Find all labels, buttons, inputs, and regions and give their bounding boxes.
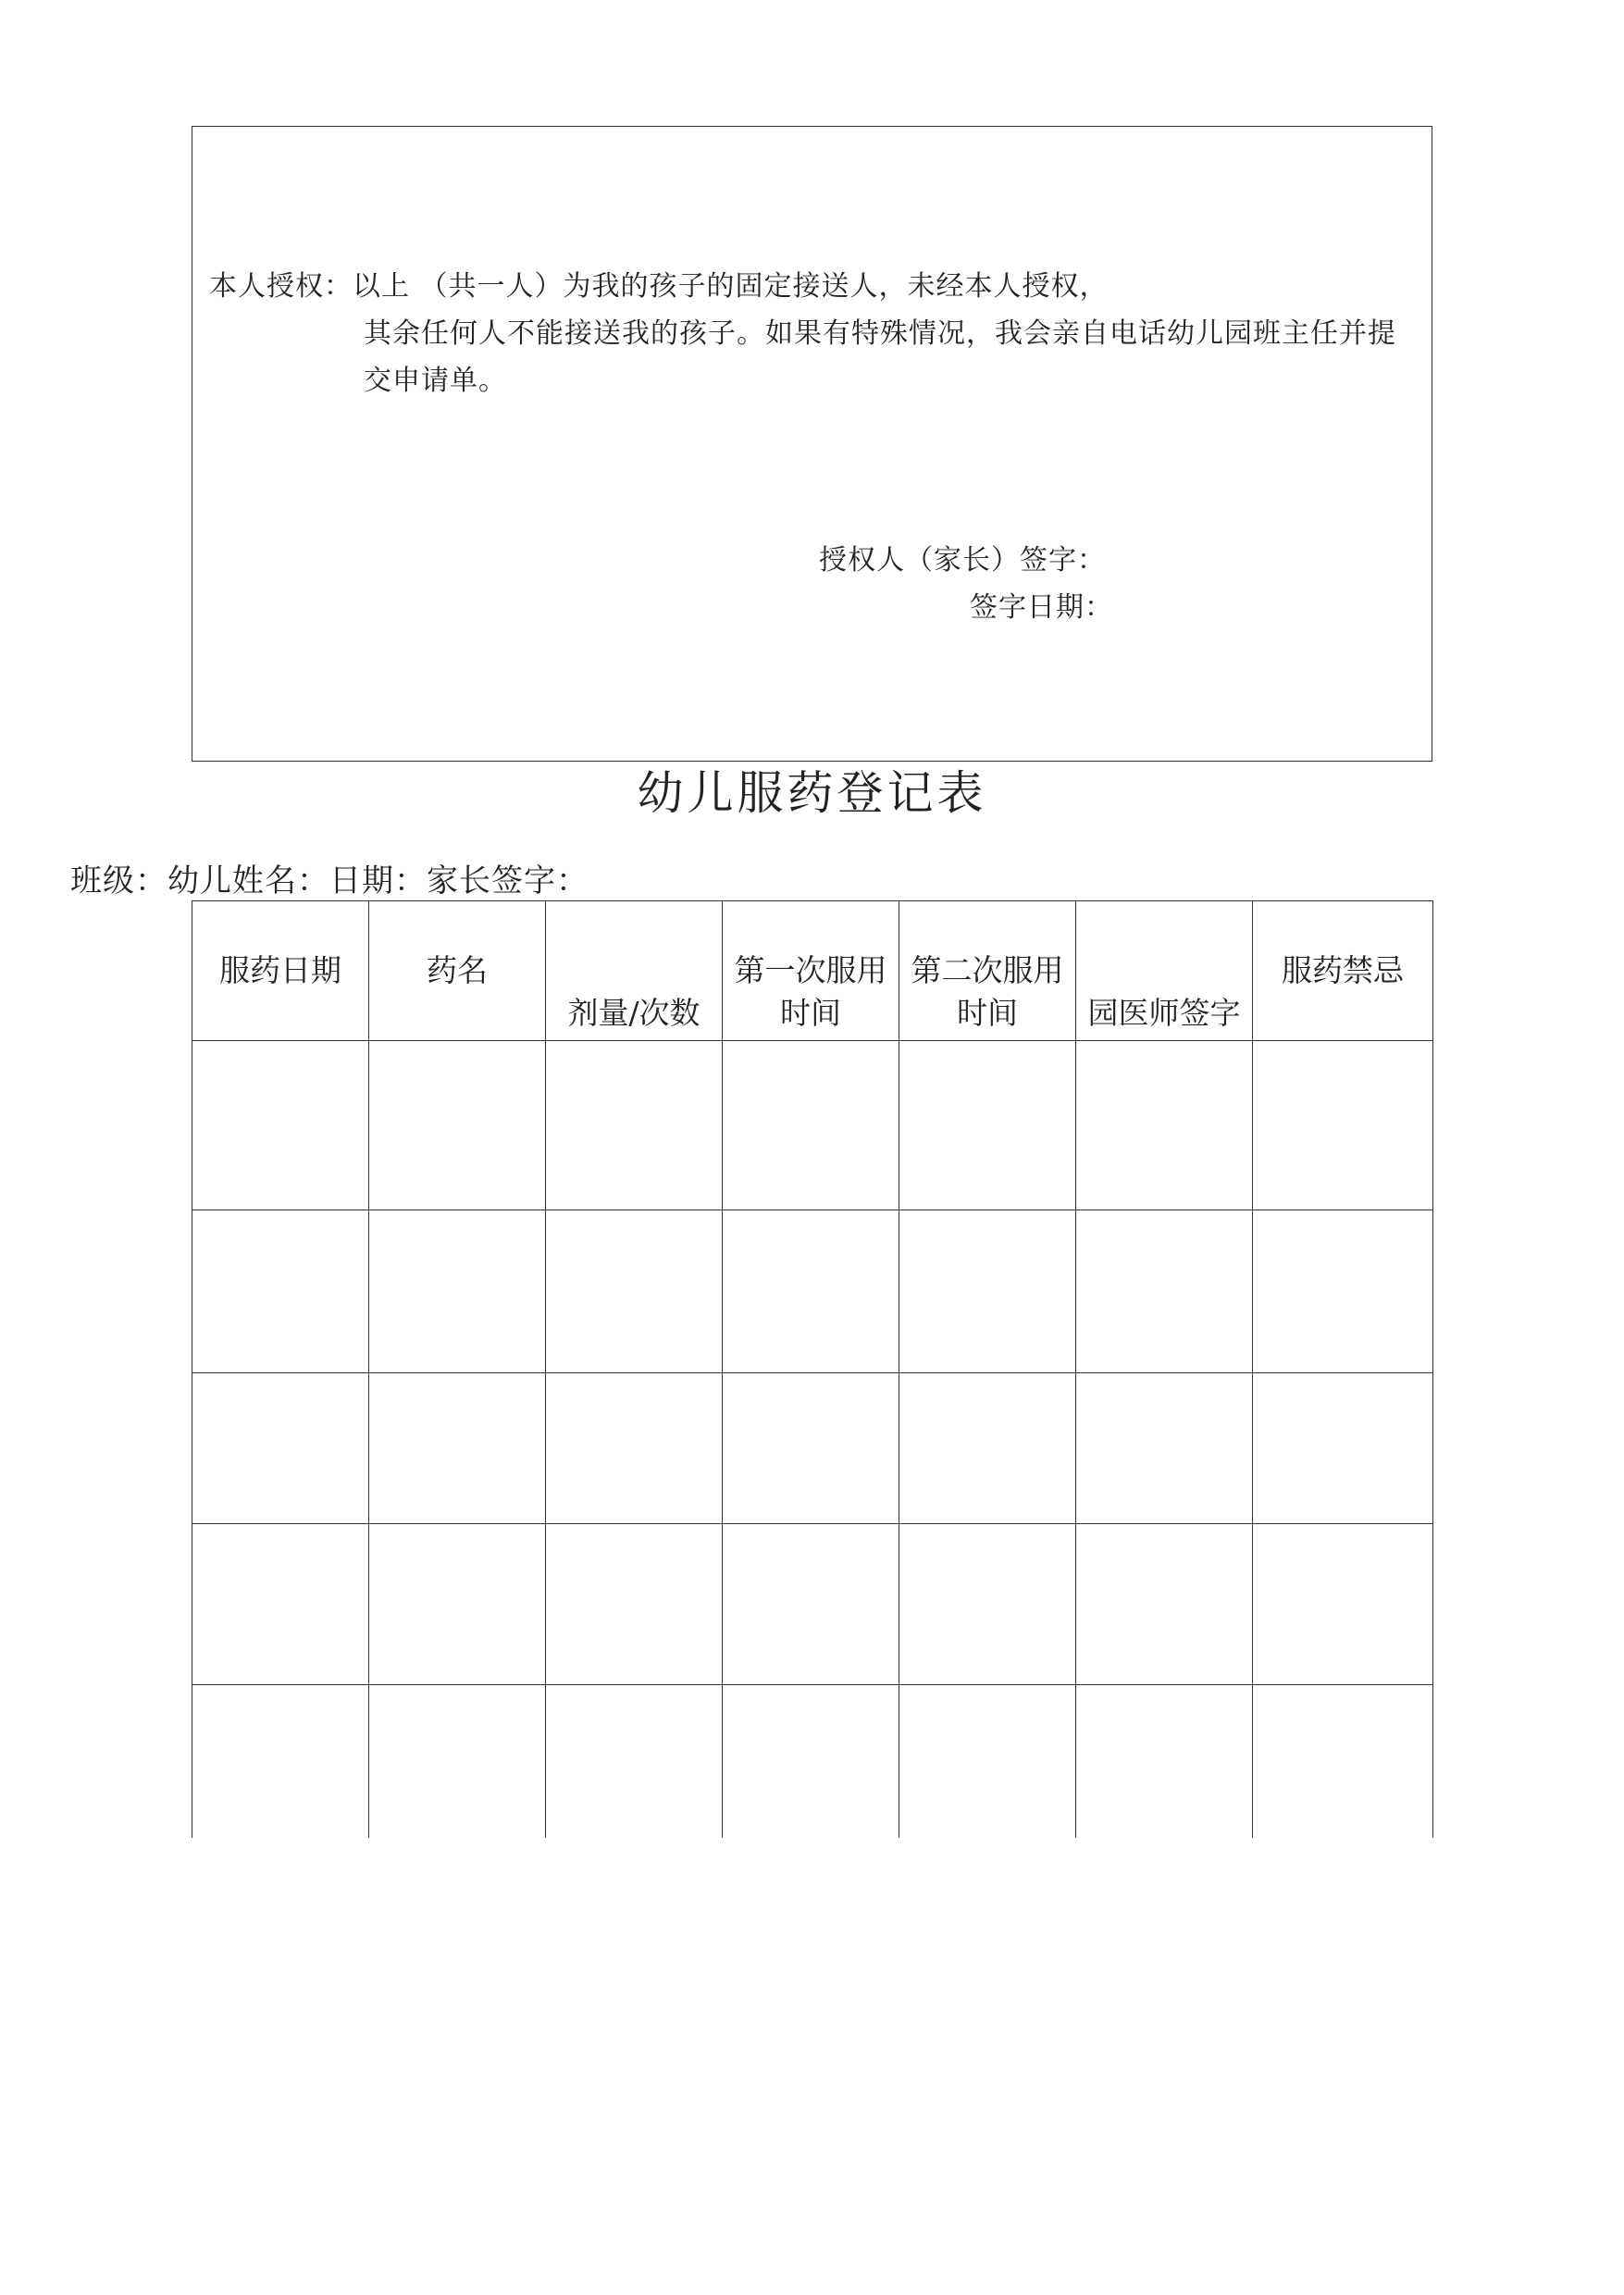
table-cell[interactable] [546,1041,723,1210]
table-row [192,1685,1433,1838]
table-cell[interactable] [192,1041,369,1210]
table-row [192,1041,1433,1210]
table-row [192,1210,1433,1373]
table-cell[interactable] [1076,1373,1253,1524]
table-cell[interactable] [1076,1041,1253,1210]
table-cell[interactable] [1253,1685,1433,1838]
table-cell[interactable] [369,1524,546,1685]
table-cell[interactable] [899,1685,1076,1838]
table-cell[interactable] [369,1210,546,1373]
table-cell[interactable] [899,1524,1076,1685]
table-cell[interactable] [723,1524,899,1685]
table-cell[interactable] [899,1373,1076,1524]
table-cell[interactable] [1076,1524,1253,1685]
header-dosage: 剂量/次数 [546,901,723,1041]
table-cell[interactable] [1076,1685,1253,1838]
table-cell[interactable] [546,1685,723,1838]
table-cell[interactable] [192,1685,369,1838]
table-cell[interactable] [1076,1210,1253,1373]
sign-date-label: 签字日期： [970,591,1113,624]
signer-label: 授权人（家长）签字： [819,544,1106,577]
table-cell[interactable] [1253,1524,1433,1685]
table-header-row [192,901,1433,1041]
table-cell[interactable] [369,1041,546,1210]
header-taboo: 服药禁忌 [1253,901,1433,1041]
table-cell[interactable] [192,1210,369,1373]
header-medicine-name: 药名 [369,901,546,1041]
table-cell[interactable] [546,1210,723,1373]
medication-table [192,900,1433,1838]
table-cell[interactable] [1253,1041,1433,1210]
table-cell[interactable] [723,1685,899,1838]
table-cell[interactable] [546,1524,723,1685]
table-cell[interactable] [1253,1210,1433,1373]
table-cell[interactable] [723,1373,899,1524]
table-cell[interactable] [723,1041,899,1210]
table-cell[interactable] [369,1685,546,1838]
authorization-line-2: 其余任何人不能接送我的孩子。如果有特殊情况，我会亲自电话幼儿园班主任并提 [364,317,1396,350]
table-cell[interactable] [192,1373,369,1524]
form-info-line: 班级：幼儿姓名：日期：家长签字： [70,862,589,899]
table-cell[interactable] [192,1524,369,1685]
table-cell[interactable] [546,1373,723,1524]
header-date: 服药日期 [192,901,369,1041]
authorization-box [192,126,1432,762]
header-second-dose-time: 第二次服用 时间 [899,901,1076,1041]
table-cell[interactable] [369,1373,546,1524]
table-cell[interactable] [899,1041,1076,1210]
table-cell[interactable] [899,1210,1076,1373]
table-row [192,1373,1433,1524]
form-title: 幼儿服药登记表 [637,766,987,820]
authorization-line-1: 本人授权：以上 （共一人）为我的孩子的固定接送人，未经本人授权， [209,270,1109,303]
header-first-dose-time: 第一次服用 时间 [723,901,899,1041]
header-doctor-signature: 园医师签字 [1076,901,1253,1041]
table-cell[interactable] [1253,1373,1433,1524]
table-row [192,1524,1433,1685]
authorization-line-3: 交申请单。 [364,365,507,397]
table-cell[interactable] [723,1210,899,1373]
